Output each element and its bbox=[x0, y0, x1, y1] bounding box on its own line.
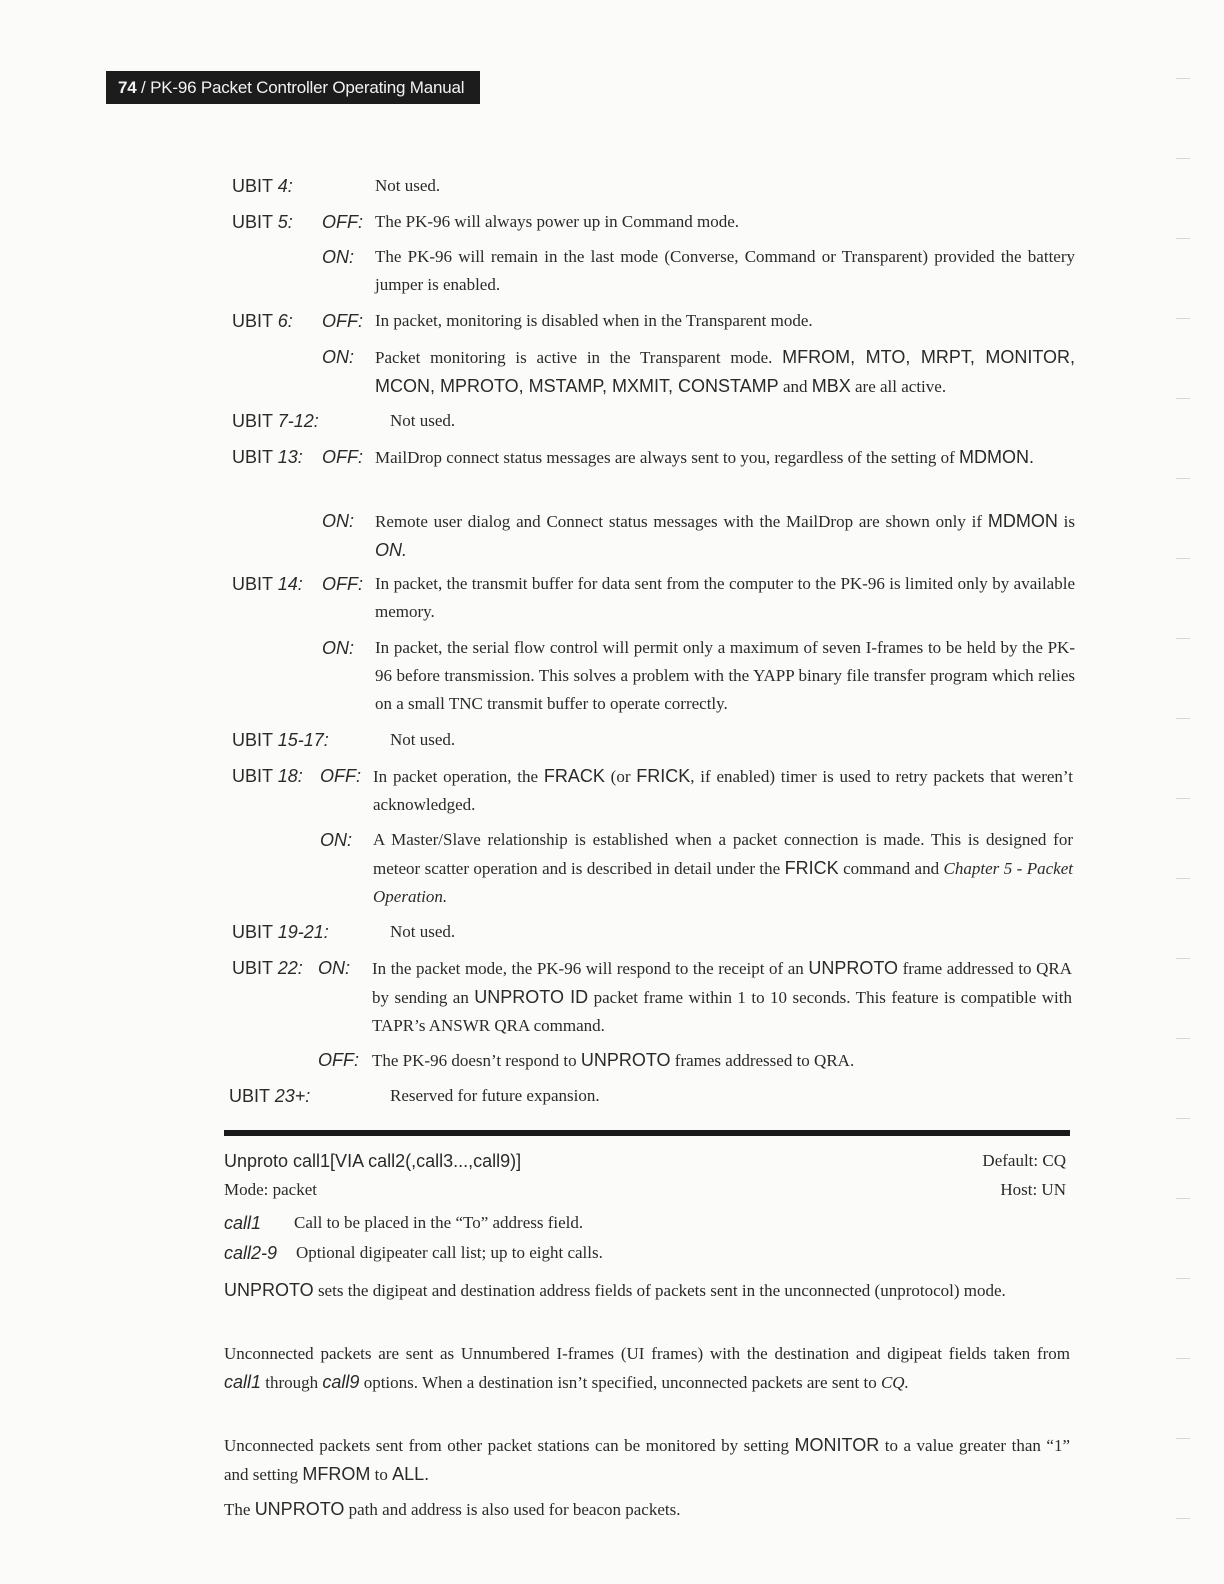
ubit-13-label: UBIT 13: bbox=[232, 447, 303, 467]
scan-mark bbox=[1176, 878, 1190, 879]
ubit-5-on-label: ON: bbox=[322, 247, 355, 267]
ubit-13-on-label: ON: bbox=[322, 511, 355, 531]
ubit-22-off-text: The PK-96 doesn’t respond to UNPROTO frames addressed to QRA. bbox=[372, 1050, 855, 1070]
scan-mark bbox=[1176, 1198, 1190, 1199]
scan-mark bbox=[1176, 1038, 1190, 1039]
ubit-14-off-label: OFF: bbox=[322, 574, 363, 594]
paragraph-monitor: Unconnected packets sent from other packet stations can be monitored by setting MONITOR to a value greater than “1” and setting MFROM to ALL. bbox=[224, 1435, 1071, 1484]
ubit-7-12-label: UBIT 7-12: bbox=[232, 411, 319, 431]
paragraph-beacon: The UNPROTO path and address is also used for beacon packets. bbox=[224, 1499, 681, 1519]
ubit-22-label: UBIT 22: bbox=[232, 958, 303, 978]
ubit-22-on-text: In the packet mode, the PK-96 will respond to the receipt of an UNPROTO frame addressed to QRA by sending an UNPROTO ID packet frame within 1 to 10 seconds. This feature is compatible with TAPR’s ANSWR QRA command. bbox=[372, 958, 1072, 1035]
page-number: 74 bbox=[118, 78, 137, 97]
command-mode-row bbox=[224, 1176, 1070, 1204]
ubit-15-17-text: Not used. bbox=[390, 730, 456, 749]
scan-mark bbox=[1176, 558, 1190, 559]
param-desc: Call to be placed in the “To” address field. bbox=[294, 1213, 584, 1232]
ubit-6-on-label: ON: bbox=[322, 347, 355, 367]
scan-mark bbox=[1176, 478, 1190, 479]
ubit-13-off-text: MailDrop connect status messages are always sent to you, regardless of the setting of MDMON. bbox=[375, 447, 1034, 467]
command-host: Host: UN bbox=[1000, 1180, 1066, 1199]
ubit-23-text: Reserved for future expansion. bbox=[390, 1086, 600, 1105]
scan-mark bbox=[1176, 1518, 1190, 1519]
ubit-18-on-label: ON: bbox=[320, 830, 353, 850]
scan-mark bbox=[1176, 718, 1190, 719]
scan-mark bbox=[1176, 1358, 1190, 1359]
ubit-14-on-text: In packet, the serial flow control will permit only a maximum of seven I-frames to be held by the PK-96 before transmission. This solves a problem with the YAPP binary file transfer program which relies on a small TNC transmit buffer to operate correctly. bbox=[375, 638, 1075, 713]
scan-mark bbox=[1176, 318, 1190, 319]
ubit-6-on-text: Packet monitoring is active in the Transparent mode. MFROM, MTO, MRPT, MONITOR, MCON, MPROTO, MSTAMP, MXMIT, CONSTAMP and MBX are all active. bbox=[375, 347, 1076, 396]
param-row bbox=[224, 1239, 1070, 1268]
paragraph-unconnected: Unconnected packets are sent as Unnumbered I-frames (UI frames) with the destination and digipeat fields taken from call1 through call9 options. When a destination isn’t specified, unconnected packets are sent to CQ. bbox=[224, 1344, 1070, 1392]
ubit-6-label: UBIT 6: bbox=[232, 311, 293, 331]
ubit-5-on-text: The PK-96 will remain in the last mode (Converse, Command or Transparent) provided the battery jumper is enabled. bbox=[375, 247, 1075, 294]
scan-mark bbox=[1176, 238, 1190, 239]
ubit-22-off-label: OFF: bbox=[318, 1050, 359, 1070]
ubit-18-on-text: A Master/Slave relationship is established when a packet connection is made. This is designed for meteor scatter operation and is described in detail under the FRICK command and Chapter 5 - Packet Operation. bbox=[373, 830, 1073, 906]
scan-mark bbox=[1176, 398, 1190, 399]
scan-mark bbox=[1176, 78, 1190, 79]
ubit-5-off-text: The PK-96 will always power up in Command mode. bbox=[375, 212, 740, 231]
ubit-14-on-label: ON: bbox=[322, 638, 355, 658]
ubit-4-label: UBIT 4: bbox=[232, 176, 293, 196]
ubit-4-text: Not used. bbox=[375, 176, 441, 195]
param-name: call2-9 bbox=[224, 1243, 278, 1263]
scan-mark bbox=[1176, 1118, 1190, 1119]
param-desc: Optional digipeater call list; up to eight calls. bbox=[296, 1243, 603, 1262]
ubit-23-label: UBIT 23+: bbox=[229, 1086, 311, 1106]
ubit-13-on-text: Remote user dialog and Connect status messages with the MailDrop are shown only if MDMON is ON. bbox=[375, 511, 1076, 560]
ubit-5-label: UBIT 5: bbox=[232, 212, 293, 232]
scan-mark bbox=[1176, 1438, 1190, 1439]
command-syntax: Unproto call1[VIA call2(,call3...,call9)] bbox=[224, 1151, 522, 1171]
ubit-18-off-text: In packet operation, the FRACK (or FRICK, if enabled) timer is used to retry packets that weren’t acknowledged. bbox=[373, 766, 1073, 814]
ubit-14-label: UBIT 14: bbox=[232, 574, 303, 594]
ubit-6-off-label: OFF: bbox=[322, 311, 363, 331]
page-header bbox=[106, 71, 480, 104]
ubit-6-off-text: In packet, monitoring is disabled when in the Transparent mode. bbox=[375, 311, 813, 330]
ubit-5-off-label: OFF: bbox=[322, 212, 363, 232]
scan-mark bbox=[1176, 958, 1190, 959]
paragraph-unproto: UNPROTO sets the digipeat and destination address fields of packets sent in the unconnected (unprotocol) mode. bbox=[224, 1280, 1006, 1300]
ubit-15-17-label: UBIT 15-17: bbox=[232, 730, 329, 750]
scan-mark bbox=[1176, 1278, 1190, 1279]
ubit-22-on-label: ON: bbox=[318, 958, 351, 978]
ubit-18-label: UBIT 18: bbox=[232, 766, 303, 786]
ubit-19-21-label: UBIT 19-21: bbox=[232, 922, 329, 942]
manual-title: / PK-96 Packet Controller Operating Manual bbox=[136, 78, 465, 97]
scan-mark bbox=[1176, 798, 1190, 799]
param-row bbox=[224, 1209, 1070, 1238]
ubit-18-off-label: OFF: bbox=[320, 766, 361, 786]
command-syntax-row bbox=[224, 1147, 1070, 1176]
scan-mark bbox=[1176, 638, 1190, 639]
param-name: call1 bbox=[224, 1213, 262, 1233]
ubit-13-off-label: OFF: bbox=[322, 447, 363, 467]
scan-mark bbox=[1176, 158, 1190, 159]
command-default: Default: CQ bbox=[982, 1151, 1066, 1170]
ubit-14-off-text: In packet, the transmit buffer for data sent from the computer to the PK-96 is limited only by available memory. bbox=[375, 574, 1075, 621]
ubit-7-12-text: Not used. bbox=[390, 411, 456, 430]
ubit-19-21-text: Not used. bbox=[390, 922, 456, 941]
command-mode: Mode: packet bbox=[224, 1180, 317, 1199]
section-divider bbox=[224, 1130, 1070, 1136]
